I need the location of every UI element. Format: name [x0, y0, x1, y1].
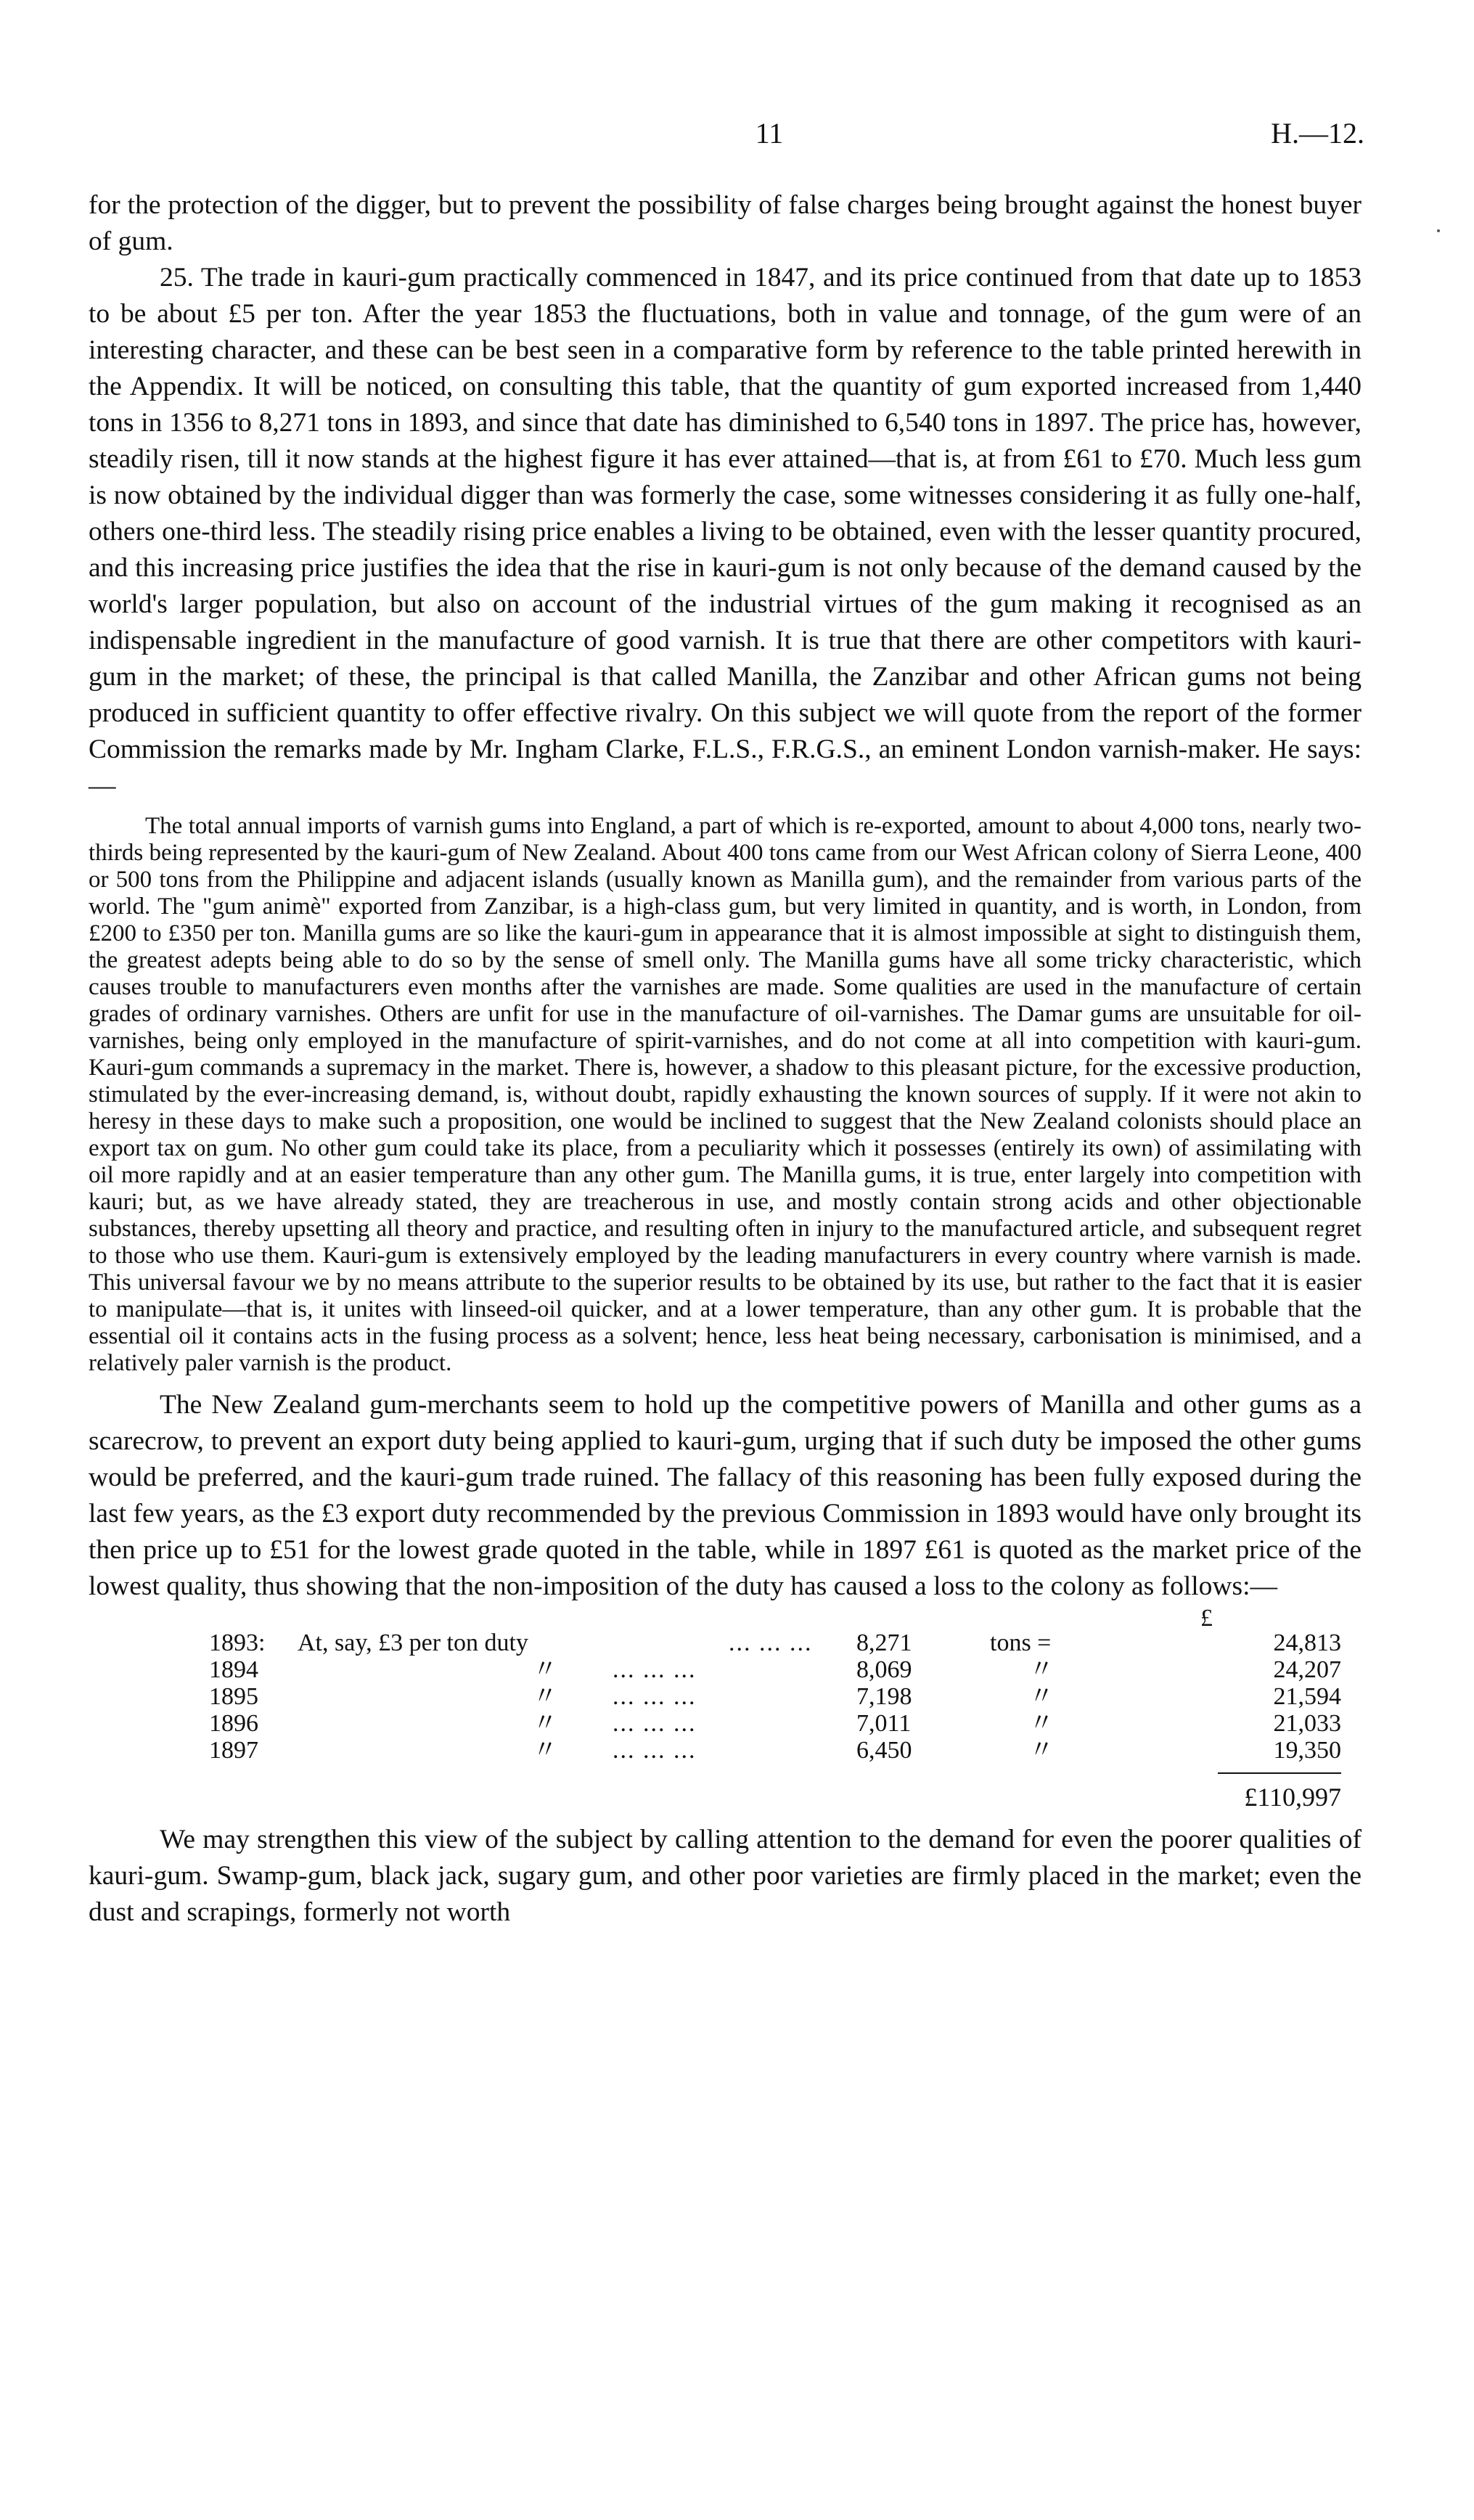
row-tons: 7,198 — [856, 1683, 912, 1710]
leader-dots: ... ... ... — [613, 1737, 697, 1764]
leader-dots: ... ... ... — [613, 1710, 697, 1737]
row-description: 〃 — [533, 1737, 557, 1764]
page-number: 11 — [755, 117, 784, 150]
row-year: 1895 — [209, 1683, 258, 1710]
row-tons: 8,069 — [856, 1656, 912, 1683]
row-year: 1896 — [209, 1710, 258, 1737]
row-description: At, say, £3 per ton duty — [298, 1629, 528, 1656]
leader-dots: ... ... ... — [613, 1683, 697, 1710]
row-description: 〃 — [533, 1710, 557, 1737]
margin-dot — [1437, 229, 1440, 232]
duty-loss-table — [209, 1605, 1341, 1822]
row-year: 1894 — [209, 1656, 258, 1683]
row-tons: 8,271 — [856, 1629, 912, 1656]
total-amount: £110,997 — [1244, 1783, 1341, 1812]
document-reference: H.—12. — [1271, 117, 1364, 150]
total-rule — [1218, 1772, 1341, 1774]
table-row — [209, 1629, 1341, 1656]
table-row — [209, 1710, 1341, 1737]
row-amount: 21,033 — [1273, 1710, 1341, 1737]
row-year: 1897 — [209, 1737, 258, 1764]
table-row — [209, 1737, 1341, 1764]
page-header — [174, 116, 1364, 160]
paragraph-25: 25. The trade in kauri-gum practically commenced in 1847, and its price continued from that date up to 1853 to be about £5 per ton. After the year 1853 the fluctuations, both in value and tonnage, of the gum were of an interesting character, and these can be best seen in a comparative form by reference to the table printed herewith in the Appendix. It will be noticed, on consulting this table, that the quantity of gum exported increased from 1,440 tons in 1356 to 8,271 tons in 1893, and since that date has diminished to 6,540 tons in 1897. The price has, however, steadily risen, till it now stands at the highest figure it has ever attained—that is, at from £61 to £70. Much less gum is now obtained by the individual digger than was formerly the case, some witnesses considering it as fully one-half, others one-third less. The steadily rising price enables a living to be obtained, even with the lesser quantity procured, and this increasing price justifies the idea that the rise in kauri-gum is not only because of the demand caused by the world's larger population, but also on account of the industrial virtues of the gum making it recognised as an indispensable ingredient in the manufacture of good varnish. It is true that there are other competitors with kauri-gum in the market; of these, the principal is that called Manilla, the Zanzibar and other African gums not being produced in sufficient quantity to offer effective rivalry. On this subject we will quote from the report of the former Commission the remarks made by Mr. Ingham Clarke, F.L.S., F.R.G.S., an eminent London varnish-maker. He says:— — [89, 263, 1362, 801]
row-tons: 6,450 — [856, 1737, 912, 1764]
row-amount: 24,207 — [1273, 1656, 1341, 1683]
row-unit: 〃 — [1029, 1656, 1054, 1683]
row-description: 〃 — [533, 1683, 557, 1710]
row-amount: 19,350 — [1273, 1737, 1341, 1764]
leader-dots: ... ... ... — [729, 1629, 813, 1656]
quoted-passage: The total annual imports of varnish gums into England, a part of which is re-exported, amount to about 4,000 tons, nearly two-thirds being represented by the kauri-gum of New Zealand. About 400 tons came from our West African colony of Sierra Leone, 400 or 500 tons from the Philippine and adjacent islands (usually known as Manilla gum), and the remainder from various parts of the world. The "gum animè" exported from Zanzibar, is a high-class gum, but very limited in quantity, and is worth, in London, from £200 to £350 per ton. Manilla gums are so like the kauri-gum in appearance that it is almost impossible at sight to distinguish them, the greatest adepts being able to do so by the sense of smell only. The Manilla gums have all some tricky characteristic, which causes trouble to manufacturers even months after the varnishes are made. Some qualities are used in the manufacture of certain grades of ordinary varnishes. Others are unfit for use in the manufacture of oil-varnishes. The Damar gums are unsuitable for oil-varnishes, being only employed in the manufacture of spirit-varnishes, and do not come at all into competition with kauri-gum. Kauri-gum commands a supremacy in the market. There is, however, a shadow to this pleasant picture, for the excessive production, stimulated by the ever-increasing demand, is, without doubt, rapidly exhausting the known sources of supply. If it were not akin to heresy in these days to make such a proposition, one would be inclined to suggest that the New Zealand colonists should place an export tax on gum. No other gum could take its place, from a peculiarity which it possesses (entirely its own) of assimilating with oil more rapidly and at an easier temperature than any other gum. The Manilla gums, it is true, enter largely into competition with kauri; but, as we have already stated, they are treacherous in use, and mostly contain strong acids and other objectionable substances, thereby upsetting all theory and practice, and resulting often in injury to the manufactured article, and subsequent regret to those who use them. Kauri-gum is extensively employed by the leading manufacturers in every country where varnish is made. This universal favour we by no means attribute to the superior results to be obtained by its use, but rather to the fact that it is easier to manipulate—that is, it unites with linseed-oil quicker, and at a lower temperature, than any other gum. It is probable that the essential oil it contains acts in the fusing process as a solvent; hence, less heat being necessary, carbonisation is minimised, and a relatively paler varnish is the product. — [89, 813, 1362, 1376]
row-unit: 〃 — [1029, 1737, 1054, 1764]
row-year: 1893: — [209, 1629, 266, 1656]
row-unit: tons = — [990, 1629, 1052, 1656]
paragraph-strengthen: We may strengthen this view of the subject by calling attention to the demand for even the poorer qualities of kauri-gum. Swamp-gum, black jack, sugary gum, and other poor varieties are firmly placed in the market; even the dust and scrapings, formerly not worth — [89, 1825, 1362, 1927]
table-row — [209, 1683, 1341, 1710]
row-tons: 7,011 — [856, 1710, 912, 1737]
total-row — [209, 1784, 1341, 1822]
row-unit: 〃 — [1029, 1683, 1054, 1710]
body-text — [89, 187, 1362, 1931]
table-row — [209, 1656, 1341, 1683]
paragraph-continuation: for the protection of the digger, but to prevent the possibility of false charges being brought against the honest buyer of gum. — [89, 190, 1362, 256]
row-description: 〃 — [533, 1656, 557, 1683]
leader-dots: ... ... ... — [613, 1656, 697, 1683]
row-amount: 24,813 — [1273, 1629, 1341, 1656]
row-unit: 〃 — [1029, 1710, 1054, 1737]
row-amount: 21,594 — [1273, 1683, 1341, 1710]
currency-header: £ — [1200, 1605, 1213, 1632]
paragraph-gum-merchants: The New Zealand gum-merchants seem to hold up the competitive powers of Manilla and other gums as a scarecrow, to prevent an export duty being applied to kauri-gum, urging that if such duty be imposed the other gums would be preferred, and the kauri-gum trade ruined. The fallacy of this reasoning has been fully exposed during the last few years, as the £3 export duty recommended by the previous Commission in 1893 would have only brought its then price up to £51 for the lowest grade quoted in the table, while in 1897 £61 is quoted as the market price of the lowest quality, thus showing that the non-imposition of the duty has caused a loss to the colony as follows:— — [89, 1390, 1362, 1601]
